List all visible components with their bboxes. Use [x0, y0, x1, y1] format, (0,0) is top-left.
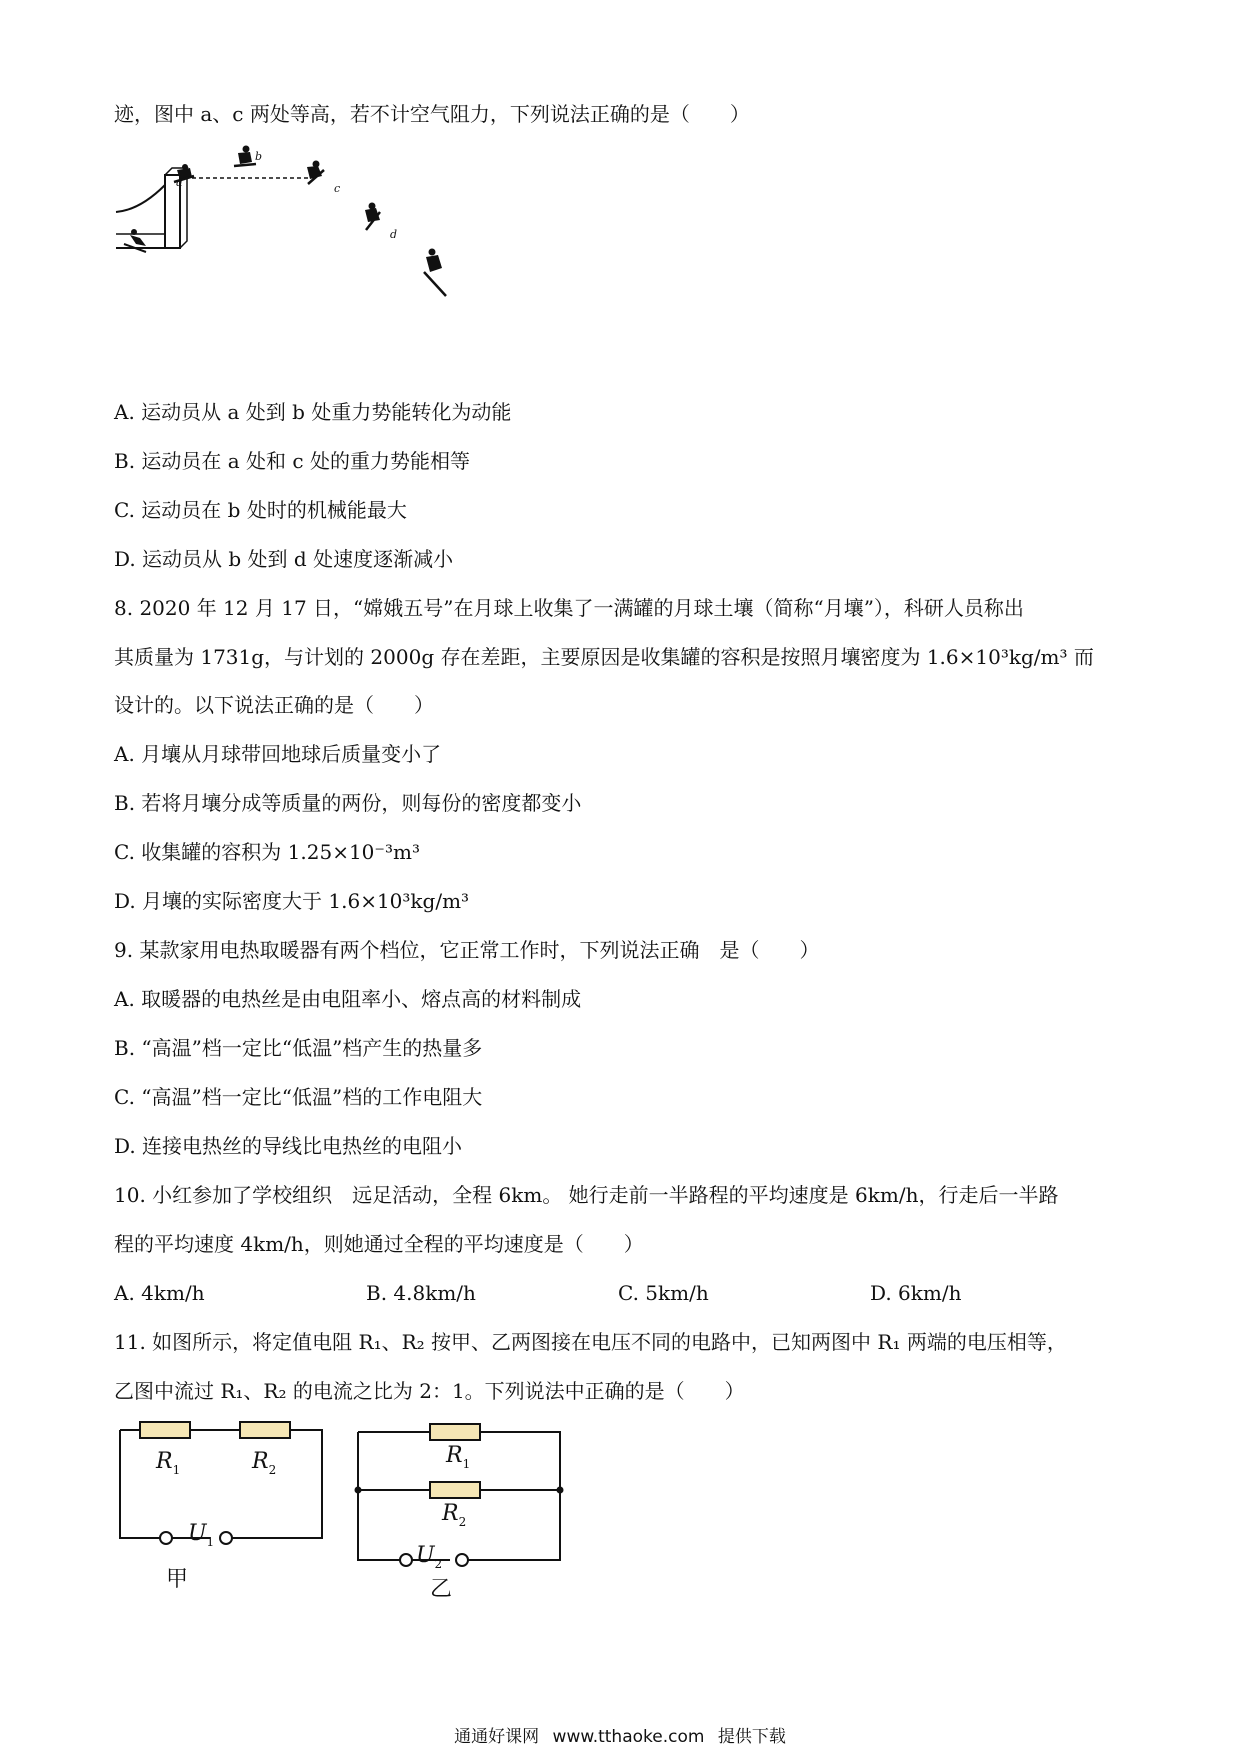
q8-option-c[interactable]: C. 收集罐的容积为 1.25×10⁻³m³: [114, 840, 420, 864]
label-r1-series-sub: 1: [172, 1463, 181, 1477]
label-r2-series: R: [252, 1449, 269, 1474]
q9-option-d[interactable]: D. 连接电热丝的导线比电热丝的电阻小: [114, 1134, 463, 1158]
skier-d: [365, 203, 380, 231]
snowboard-figure: [110, 140, 510, 340]
q9-option-a[interactable]: A. 取暖器的电热丝是由电阻率小、熔点高的材料制成: [114, 987, 582, 1011]
q8-option-b[interactable]: B. 若将月壤分成等质量的两份，则每份的密度都变小: [114, 791, 582, 815]
q11-stem-line1: 11. 如图所示，将定值电阻 R₁、R₂ 按甲、乙两图接在电压不同的电路中，已知两图中 R₁ 两端的电压相等，: [114, 1330, 1067, 1354]
q11-stem-line2: 乙图中流过 R₁、R₂ 的电流之比为 2：1。下列说法中正确的是（ ）: [114, 1379, 745, 1403]
circuit-parallel-diagram: [350, 1420, 580, 1610]
label-c: c: [334, 182, 341, 195]
q10-option-a[interactable]: A. 4km/h: [114, 1281, 205, 1305]
label-u1-sub: 1: [206, 1535, 215, 1549]
label-u1: U: [188, 1521, 207, 1546]
resistor-r2-series: [240, 1422, 290, 1438]
q8-stem-line1: 8. 2020 年 12 月 17 日，“嫦娥五号”在月球上收集了一满罐的月球土壤（简称“月壤”），科研人员称出: [114, 596, 1024, 620]
svg-text:U2: [416, 1543, 442, 1571]
skier-end: [424, 249, 446, 297]
q7-option-a[interactable]: A. 运动员从 a 处到 b 处重力势能转化为动能: [114, 400, 512, 424]
label-r1-parallel: R: [446, 1443, 463, 1468]
q10-option-b[interactable]: B. 4.8km/h: [366, 1281, 476, 1305]
q10-stem-line1: 10. 小红参加了学校组织 远足活动，全程 6km。 她行走前一半路程的平均速度是 6km/h，行走后一半路: [114, 1183, 1059, 1207]
q7-option-c[interactable]: C. 运动员在 b 处时的机械能最大: [114, 498, 407, 522]
q10-option-c[interactable]: C. 5km/h: [618, 1281, 709, 1305]
label-r2-parallel: R: [442, 1501, 459, 1526]
q8-option-a[interactable]: A. 月壤从月球带回地球后质量变小了: [114, 742, 442, 766]
label-u2: U: [416, 1543, 435, 1568]
q8-stem-line3: 设计的。以下说法正确的是（ ）: [114, 693, 434, 717]
q9-option-b[interactable]: B. “高温”档一定比“低温”档产生的热量多: [114, 1036, 483, 1060]
footer-site-name: 通通好课网: [454, 1727, 540, 1747]
label-a: a: [176, 176, 183, 189]
label-d: d: [390, 228, 398, 241]
page-footer: [0, 1722, 1240, 1747]
resistor-r1-series: [140, 1422, 190, 1438]
label-r1-parallel-sub: 1: [462, 1457, 471, 1471]
q7-stem: 迹，图中 a、c 两处等高，若不计空气阻力，下列说法正确的是（ ）: [114, 102, 750, 126]
circuit-series-diagram: [110, 1410, 330, 1600]
q10-option-d[interactable]: D. 6km/h: [870, 1281, 962, 1305]
q9-stem: 9. 某款家用电热取暖器有两个档位，它正常工作时，下列说法正确 是（ ）: [114, 938, 820, 962]
q7-option-d[interactable]: D. 运动员从 b 处到 d 处速度逐渐减小: [114, 547, 454, 571]
footer-download-text: 提供下载: [717, 1727, 786, 1747]
svg-text:R2: [251, 1449, 276, 1477]
caption-jia: 甲: [166, 1567, 189, 1592]
label-u2-sub: 2: [434, 1557, 443, 1571]
q8-stem-line2: 其质量为 1731g，与计划的 2000g 存在差距，主要原因是收集罐的容积是按照月壤密度为 1.6×10³kg/m³ 而: [114, 645, 1094, 669]
svg-text:U1: [188, 1521, 214, 1549]
q7-option-b[interactable]: B. 运动员在 a 处和 c 处的重力势能相等: [114, 449, 470, 473]
footer-url-link[interactable]: www.tthaoke.com: [552, 1727, 705, 1747]
skier-b: [234, 146, 256, 167]
label-b: b: [255, 150, 263, 163]
svg-text:R1: [155, 1449, 180, 1477]
q8-option-d[interactable]: D. 月壤的实际密度大于 1.6×10³kg/m³: [114, 889, 470, 913]
label-r2-parallel-sub: 2: [458, 1515, 467, 1529]
caption-yi: 乙: [430, 1577, 453, 1602]
svg-text:R1: [445, 1443, 470, 1471]
skier-c: [307, 161, 324, 185]
resistor-r1-parallel: [430, 1424, 480, 1440]
q10-stem-line2: 程的平均速度 4km/h，则她通过全程的平均速度是（ ）: [114, 1232, 644, 1256]
label-r1-series: R: [156, 1449, 173, 1474]
resistor-r2-parallel: [430, 1482, 480, 1498]
svg-text:R2: [441, 1501, 466, 1529]
q9-option-c[interactable]: C. “高温”档一定比“低温”档的工作电阻大: [114, 1085, 483, 1109]
label-r2-series-sub: 2: [268, 1463, 277, 1477]
